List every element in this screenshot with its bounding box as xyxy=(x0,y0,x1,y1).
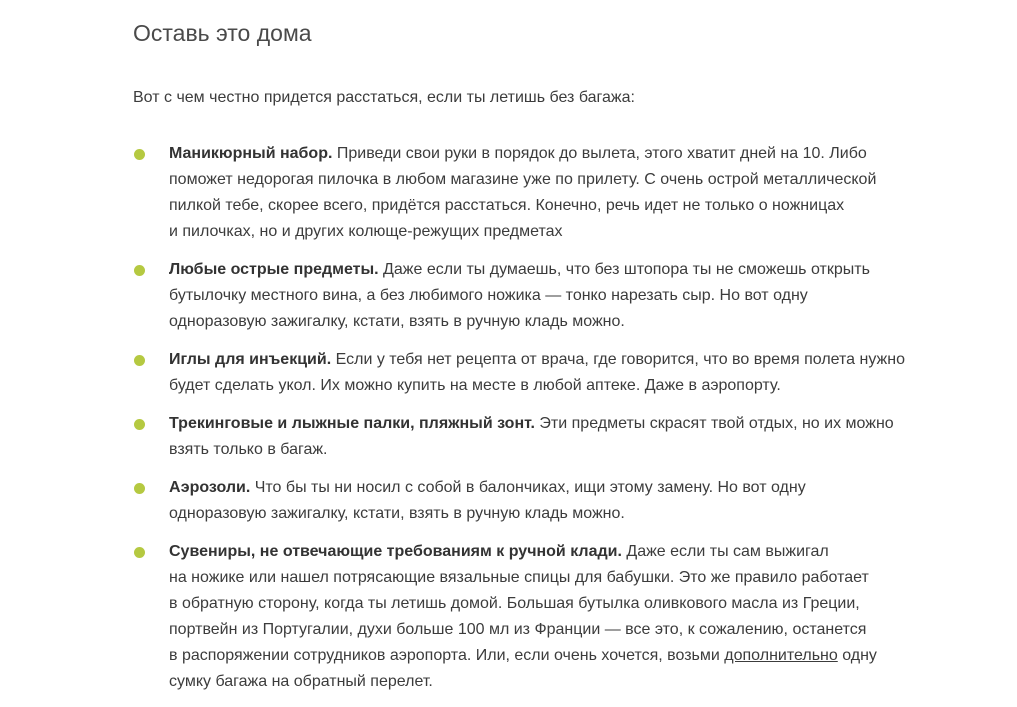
list-item-title: Аэрозоли. xyxy=(169,479,251,496)
list-item-text xyxy=(169,475,963,527)
intro-paragraph: Вот с чем честно придется расстаться, если ты летишь без багажа: xyxy=(133,89,635,106)
section-heading: Оставь это дома xyxy=(133,20,312,46)
list-item-line: взять только в багаж. xyxy=(169,441,328,458)
list-item xyxy=(133,141,963,245)
list-item-body: Даже если ты думаешь, что без штопора ты не сможешь открыть xyxy=(378,261,870,278)
list-item xyxy=(133,257,963,335)
list-item-body: Эти предметы скрасят твой отдых, но их можно xyxy=(534,415,894,432)
bullet-icon xyxy=(134,265,145,276)
list-item-body: Приведи свои руки в порядок до вылета, этого хватит дней на 10. Либо xyxy=(332,145,867,162)
list-item-line: и пилочках, но и других колюще-режущих предметах xyxy=(169,223,563,240)
list-item-text xyxy=(169,347,963,399)
list-item xyxy=(133,347,963,399)
list-item-title: Иглы для инъекций. xyxy=(169,351,332,368)
list-item-title: Маникюрный набор. xyxy=(169,145,333,162)
list-item-line: одноразовую зажигалку, кстати, взять в ручную кладь можно. xyxy=(169,313,625,330)
bullet-icon xyxy=(134,419,145,430)
list-item-line: на ножике или нашел потрясающие вязальные спицы для бабушки. Это же правило работает xyxy=(169,569,869,586)
bullet-icon xyxy=(134,547,145,558)
bullet-icon xyxy=(134,355,145,366)
prohibited-items-list xyxy=(133,141,963,707)
list-item-body: Даже если ты сам выжигал xyxy=(621,543,829,560)
list-item-text xyxy=(169,141,963,245)
list-item-title: Сувениры, не отвечающие требованиям к ручной клади. xyxy=(169,543,622,560)
list-item-line: одну xyxy=(837,647,877,664)
bullet-icon xyxy=(134,483,145,494)
list-item xyxy=(133,475,963,527)
list-item xyxy=(133,411,963,463)
list-item-body: Что бы ты ни носил с собой в балончиках, ищи этому замену. Но вот одну xyxy=(250,479,806,496)
list-item-text xyxy=(169,411,963,463)
list-item-text xyxy=(169,257,963,335)
list-item-line: будет сделать укол. Их можно купить на месте в любой аптеке. Даже в аэропорту. xyxy=(169,377,781,394)
list-item-text xyxy=(169,539,963,695)
list-item-line: одноразовую зажигалку, кстати, взять в ручную кладь можно. xyxy=(169,505,625,522)
list-item-line: сумку багажа на обратный перелет. xyxy=(169,673,433,690)
list-item-line: в обратную сторону, когда ты летишь домой. Большая бутылка оливкового масла из Греции, xyxy=(169,595,860,612)
list-item-title: Любые острые предметы. xyxy=(169,261,379,278)
list-item-line: портвейн из Португалии, духи больше 100 мл из Франции — все это, к сожалению, останется xyxy=(169,621,867,638)
list-item-line: бутылочку местного вина, а без любимого ножика — тонко нарезать сыр. Но вот одну xyxy=(169,287,808,304)
list-item-line: поможет недорогая пилочка в любом магазине уже по прилету. С очень острой металлической xyxy=(169,171,877,188)
list-item-line: пилкой тебе, скорее всего, придётся расстаться. Конечно, речь идет не только о ножницах xyxy=(169,197,845,214)
list-item xyxy=(133,539,963,695)
list-item-title: Трекинговые и лыжные палки, пляжный зонт. xyxy=(169,415,535,432)
list-item-body: Если у тебя нет рецепта от врача, где говорится, что во время полета нужно xyxy=(331,351,905,368)
list-item-line: в распоряжении сотрудников аэропорта. Или, если очень хочется, возьми xyxy=(169,647,725,664)
bullet-icon xyxy=(134,149,145,160)
additional-baggage-link[interactable]: дополнительно xyxy=(724,647,838,664)
